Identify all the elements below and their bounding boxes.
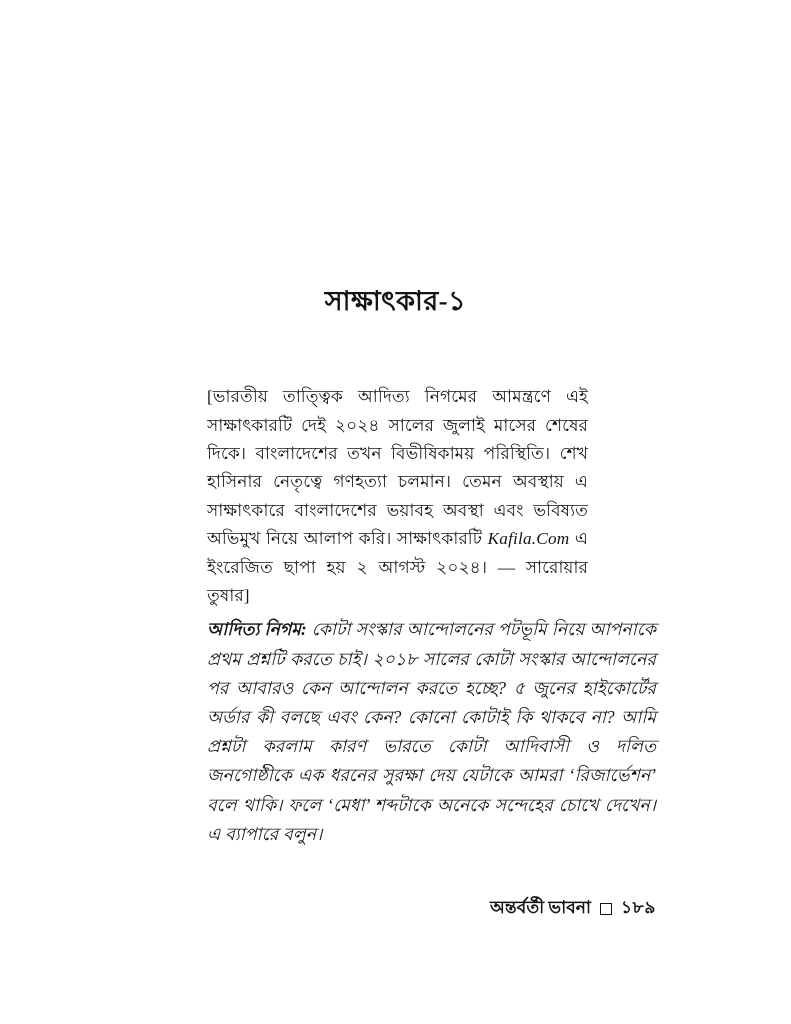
interview-question — [207, 615, 656, 849]
page-number: ১৮৯ — [621, 898, 656, 917]
editorial-note — [207, 383, 588, 610]
footer-book-title: অন্তর্বর্তী ভাবনা — [490, 898, 592, 917]
publication-name: Kafila.Com — [487, 529, 570, 549]
running-footer — [207, 898, 656, 919]
editorial-note-text-before-citation: [ভারতীয় তাত্ত্বিক আদিত্য নিগমের আমন্ত্রণে এই সাক্ষাৎকারটি দেই ২০২৪ সালের জুলাই মাসের শেষের দিকে। বাংলাদেশের তখন বিভীষিকাময় পরিস্থিতি। শেখ হাসিনার নেতৃত্বে গণহত্যা চলমান। তেমন অবস্থায় এ সাক্ষাৎকারে বাংলাদেশের ভয়াবহ অবস্থা এবং ভবিষ্যত অভিমুখ নিয়ে আলাপ করি। সাক্ষাৎকারটি — [207, 387, 588, 549]
editorial-note-text-after-citation: এ ইংরেজিত ছাপা হয় ২ আগস্ট ২০২৪। — সারোয়ার তুষার] — [207, 529, 588, 606]
question-body-text: কোটা সংস্কার আন্দোলনের পটভূমি নিয়ে আপনাকে প্রথম প্রশ্নটি করতে চাই। ২০১৮ সালের কোটা সংস্কার আন্দোলনের পর আবারও কেন আন্দোলন করতে হচ্ছে? ৫ জুনের হাইকোর্টের অর্ডার কী বলছে এবং কেন? কোনো কোটাই কি থাকবে না? আমি প্রশ্নটা করলাম কারণ ভারতে কোটা আদিবাসী ও দলিত জনগোষ্ঠীকে এক ধরনের সুরক্ষা দেয় যেটাকে আমরা ‘রিজার্ভেশন’ বলে থাকি। ফলে ‘মেধা’ শব্দটাকে অনেকে সন্দেহের চোখে দেখেন। এ ব্যাপারে বলুন। — [207, 619, 656, 844]
question-speaker-name: আদিত্য নিগম: — [207, 619, 307, 640]
open-square-icon — [600, 903, 612, 915]
page-title: সাক্ষাৎকার-১ — [324, 286, 467, 317]
